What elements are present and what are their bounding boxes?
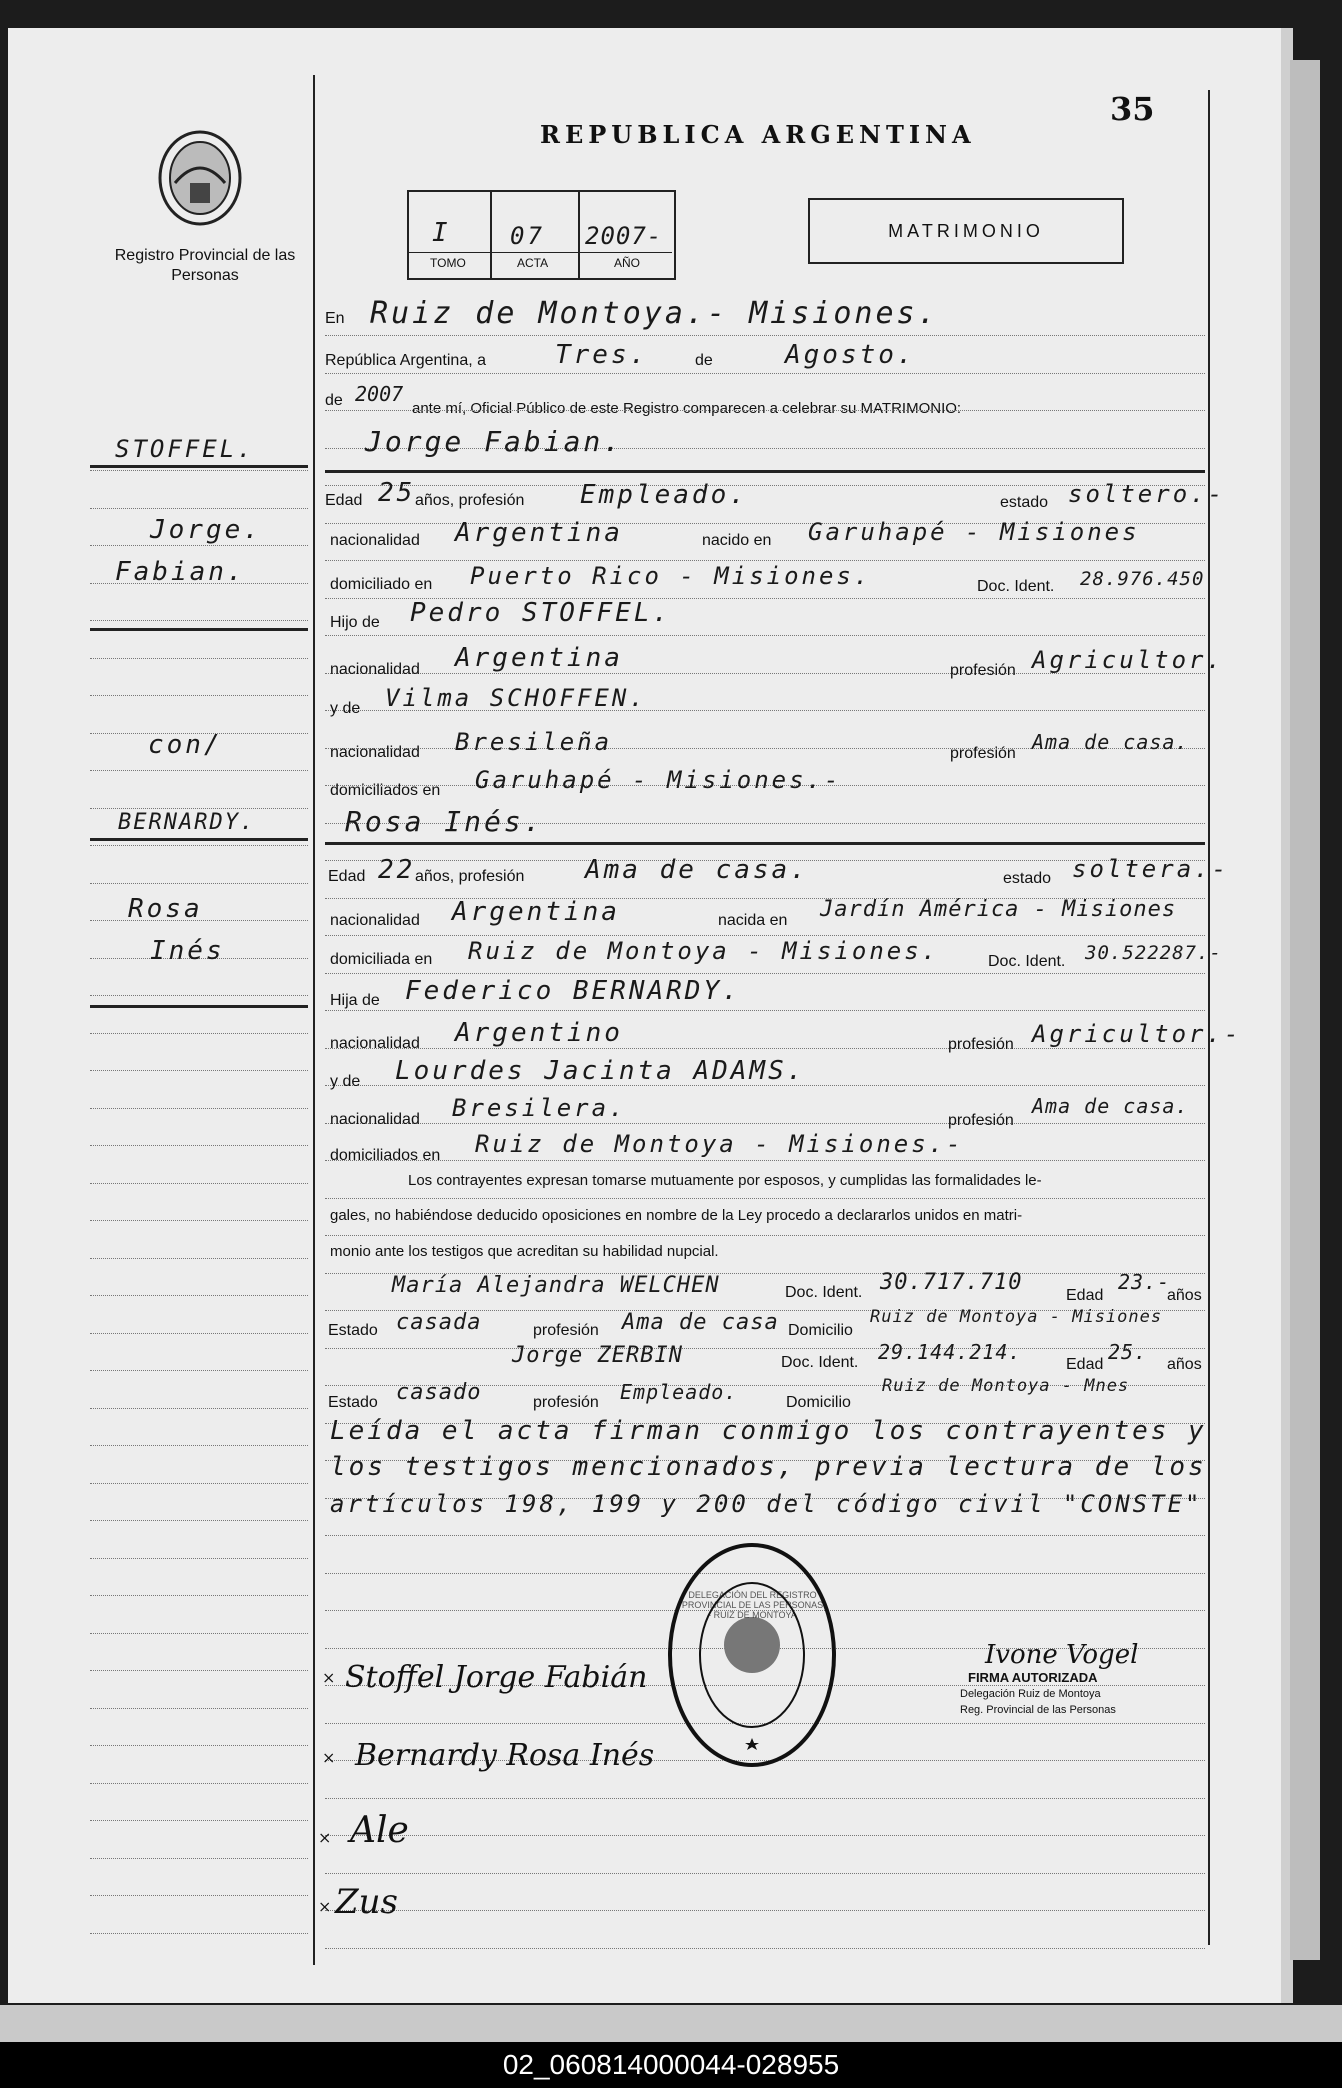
margin-separator xyxy=(90,838,308,841)
body-rule xyxy=(325,1198,1205,1199)
margin-con: con/ xyxy=(148,730,223,760)
groom-pdom-label: domiciliados en xyxy=(330,782,441,799)
de-label: de xyxy=(695,352,713,369)
declaration-line-2: gales, no habiéndose deducido oposiciones en nombre de la Ley procedo a declararlos unidos en matri- xyxy=(330,1207,1023,1224)
record-divider xyxy=(409,252,672,253)
margin-rule xyxy=(90,658,308,659)
registry-name: Registro Provincial de las Personas xyxy=(114,247,296,284)
witness2-dom-label: Domicilio xyxy=(786,1394,851,1411)
scan-bottom-strip xyxy=(0,2005,1342,2042)
witness1-dom-label: Domicilio xyxy=(788,1322,853,1339)
page-title: REPUBLICA ARGENTINA xyxy=(540,120,976,149)
witness2-age: 25. xyxy=(1108,1340,1148,1364)
margin-rule xyxy=(90,770,308,771)
groom-mother-prof: Ama de casa. xyxy=(1032,730,1189,754)
declaration-line-1: Los contrayentes expresan tomarse mutuamente por esposos, y cumplidas las formalidades le- xyxy=(408,1172,1042,1189)
margin-rule xyxy=(90,508,308,509)
margin-rule xyxy=(90,1745,308,1746)
margin-rule xyxy=(90,1033,308,1034)
signature-witness-1: Ale xyxy=(350,1810,409,1851)
margin-divider xyxy=(313,75,315,1965)
official-name: Ivone Vogel xyxy=(985,1640,1139,1670)
witness2-doc-label: Doc. Ident. xyxy=(781,1354,859,1371)
notes-line-3: artículos 198, 199 y 200 del código civil "CONSTE" xyxy=(330,1490,1203,1518)
body-rule xyxy=(325,1348,1205,1349)
margin-separator xyxy=(90,1005,308,1008)
groom-doc-label: Doc. Ident. xyxy=(977,578,1055,595)
margin-rule xyxy=(90,1933,308,1934)
witness2-profession: Empleado. xyxy=(620,1380,738,1404)
groom-dom-label: domiciliado en xyxy=(330,576,433,593)
body-rule xyxy=(325,1910,1205,1911)
witness1-name: María Alejandra WELCHEN xyxy=(392,1273,720,1298)
margin-rule xyxy=(90,1070,308,1071)
margin-surname-2: BERNARDY. xyxy=(118,810,256,835)
margin-rule xyxy=(90,1408,308,1409)
section-separator xyxy=(325,470,1205,473)
margin-separator xyxy=(90,628,308,631)
margin-rule xyxy=(90,1633,308,1634)
witness2-edad-label: Edad xyxy=(1066,1356,1104,1373)
sig-marker: × xyxy=(322,1668,336,1687)
groom-father-prof: Agricultor. xyxy=(1032,646,1224,674)
body-rule xyxy=(325,1235,1205,1236)
margin-rule xyxy=(90,1670,308,1671)
witness1-doc-label: Doc. Ident. xyxy=(785,1284,863,1301)
margin-rule xyxy=(90,1295,308,1296)
margin-rule xyxy=(90,1595,308,1596)
groom-edad-label: Edad xyxy=(325,492,363,509)
body-rule xyxy=(325,1835,1205,1836)
groom-fprof-label: profesión xyxy=(950,662,1016,679)
witness1-prof-label: profesión xyxy=(533,1322,599,1339)
witness1-edad-label: Edad xyxy=(1066,1287,1104,1304)
margin-rule xyxy=(90,1895,308,1896)
groom-age: 25 xyxy=(378,478,416,508)
signature-bride: Bernardy Rosa Inés xyxy=(355,1738,655,1773)
groom-yde-label: y de xyxy=(330,700,361,717)
official-title: FIRMA AUTORIZADA xyxy=(968,1670,1098,1685)
body-rule xyxy=(325,410,1205,411)
margin-rule xyxy=(90,1333,308,1334)
groom-mprof-label: profesión xyxy=(950,745,1016,762)
bride-parents-dom: Ruiz de Montoya - Misiones.- xyxy=(475,1130,964,1158)
witness1-doc: 30.717.710 xyxy=(880,1270,1023,1295)
bride-edad-label: Edad xyxy=(328,868,366,885)
groom-nacido-label: nacido en xyxy=(702,532,772,549)
witness2-domicile: Ruiz de Montoya - Mnes xyxy=(882,1376,1130,1396)
body-rule xyxy=(325,973,1205,974)
witness1-age: 23.- xyxy=(1118,1270,1171,1294)
groom-estado-label: estado xyxy=(1000,494,1049,511)
margin-rule xyxy=(90,1370,308,1371)
margin-rule xyxy=(90,995,308,996)
bride-nac-label: nacionalidad xyxy=(330,912,420,929)
margin-rule xyxy=(90,1558,308,1559)
bride-fnac-label: nacionalidad xyxy=(330,1035,420,1052)
bride-nacida-label: nacida en xyxy=(718,912,788,929)
sig-marker: × xyxy=(318,1828,332,1847)
groom-mnac-label: nacionalidad xyxy=(330,744,420,761)
signature-groom: Stoffel Jorge Fabián xyxy=(345,1660,648,1695)
bride-hija-label: Hija de xyxy=(330,992,380,1009)
signature-witness-2: Zus xyxy=(335,1882,398,1922)
registry-emblem xyxy=(155,128,245,228)
bride-mprof-label: profesión xyxy=(948,1112,1014,1129)
body-rule xyxy=(325,935,1205,936)
bride-father: Federico BERNARDY. xyxy=(405,976,741,1006)
body-rule xyxy=(325,1160,1205,1161)
margin-separator xyxy=(90,465,308,468)
bride-estado-label: estado xyxy=(1003,870,1052,887)
margin-surname-1: STOFFEL. xyxy=(115,435,255,463)
margin-rule xyxy=(90,1520,308,1521)
bride-name: Rosa Inés. xyxy=(345,805,544,838)
bride-fprof-label: profesión xyxy=(948,1036,1014,1053)
groom-domicile: Puerto Rico - Misiones. xyxy=(470,562,872,590)
margin-rule xyxy=(90,545,308,546)
bride-mother-prof: Ama de casa. xyxy=(1032,1094,1189,1118)
margin-given-2a: Rosa xyxy=(128,894,203,924)
bride-mother: Lourdes Jacinta ADAMS. xyxy=(395,1056,806,1086)
bride-doc-label: Doc. Ident. xyxy=(988,953,1066,970)
bride-anos-label: años, profesión xyxy=(415,868,525,885)
body-rule xyxy=(325,560,1205,561)
margin-rule xyxy=(90,695,308,696)
margin-given-1a: Jorge. xyxy=(150,515,262,545)
witness1-anos: años xyxy=(1167,1287,1202,1304)
acta-value: 07 xyxy=(510,222,545,250)
groom-mother: Vilma SCHOFFEN. xyxy=(385,684,647,712)
bride-age: 22 xyxy=(378,855,416,885)
margin-rule xyxy=(90,1183,308,1184)
en-label: En xyxy=(325,310,345,327)
groom-nac-label: nacionalidad xyxy=(330,532,420,549)
official-seal xyxy=(665,1540,840,1770)
groom-parents-dom: Garuhapé - Misiones.- xyxy=(475,766,842,794)
groom-profession: Empleado. xyxy=(580,480,748,510)
bride-domicile: Ruiz de Montoya - Misiones. xyxy=(468,937,940,965)
intro-text: ante mí, Oficial Público de este Registro comparecen a celebrar su MATRIMONIO: xyxy=(412,400,962,417)
groom-doc: 28.976.450 xyxy=(1080,568,1205,590)
groom-mother-nat: Bresileña xyxy=(455,728,613,756)
bride-pdom-label: domiciliados en xyxy=(330,1147,441,1164)
sig-marker: × xyxy=(318,1897,332,1916)
margin-rule xyxy=(90,1820,308,1821)
witness1-estado-label: Estado xyxy=(328,1322,378,1339)
date-year: 2007 xyxy=(355,382,404,406)
body-rule xyxy=(325,635,1205,636)
bride-father-prof: Agricultor.- xyxy=(1032,1020,1242,1048)
tomo-value: I xyxy=(432,218,451,248)
bride-yde-label: y de xyxy=(330,1073,361,1090)
date-month: Agosto. xyxy=(785,340,916,370)
notes-line-1: Leída el acta firman conmigo los contrayentes y xyxy=(330,1416,1207,1446)
groom-nationality: Argentina xyxy=(455,518,623,548)
body-rule xyxy=(325,1123,1205,1124)
margin-rule xyxy=(90,1445,308,1446)
margin-rule xyxy=(90,845,308,846)
right-border xyxy=(1208,90,1210,1945)
witness1-estado: casada xyxy=(396,1310,482,1335)
date-day: Tres. xyxy=(555,340,649,370)
margin-rule xyxy=(90,808,308,809)
ano-value: 2007- xyxy=(585,222,663,250)
bride-mother-nat: Bresilera. xyxy=(452,1094,627,1122)
body-rule xyxy=(325,1873,1205,1874)
witness2-prof-label: profesión xyxy=(533,1394,599,1411)
margin-rule xyxy=(90,883,308,884)
official-line-3: Reg. Provincial de las Personas xyxy=(960,1704,1116,1716)
record-divider xyxy=(578,192,580,278)
witness1-profession: Ama de casa xyxy=(622,1310,779,1335)
margin-rule xyxy=(90,1708,308,1709)
margin-rule xyxy=(90,620,308,621)
tomo-label: TOMO xyxy=(430,256,466,270)
groom-anos-label: años, profesión xyxy=(415,492,525,509)
witness2-name: Jorge ZERBIN xyxy=(512,1343,683,1368)
margin-rule xyxy=(90,1258,308,1259)
declaration-line-3: monio ante los testigos que acreditan su habilidad nupcial. xyxy=(330,1243,719,1260)
notes-line-2: los testigos mencionados, previa lectura de los xyxy=(330,1452,1207,1482)
acta-label: ACTA xyxy=(517,256,549,270)
body-rule xyxy=(325,373,1205,374)
witness2-doc: 29.144.214. xyxy=(878,1340,1022,1364)
bride-dom-label: domiciliada en xyxy=(330,951,433,968)
bride-doc: 30.522287.- xyxy=(1085,942,1222,964)
margin-given-1b: Fabian. xyxy=(115,557,246,587)
margin-rule xyxy=(90,1220,308,1221)
margin-rule xyxy=(90,1858,308,1859)
body-rule xyxy=(325,1010,1205,1011)
margin-given-2b: Inés xyxy=(150,936,225,966)
groom-hijo-label: Hijo de xyxy=(330,614,380,631)
record-divider xyxy=(490,192,492,278)
witness1-domicile: Ruiz de Montoya - Misiones xyxy=(870,1307,1163,1327)
rep-label: República Argentina, a xyxy=(325,352,486,369)
groom-father-nat: Argentina xyxy=(455,643,623,673)
body-rule xyxy=(325,335,1205,336)
body-rule xyxy=(325,1048,1205,1049)
ano-label: AÑO xyxy=(614,256,641,270)
body-rule xyxy=(325,1798,1205,1799)
sig-marker: × xyxy=(322,1748,336,1767)
groom-birthplace: Garuhapé - Misiones xyxy=(808,518,1140,546)
bride-mnac-label: nacionalidad xyxy=(330,1111,420,1128)
bride-estado: soltera.- xyxy=(1072,855,1230,883)
official-line-2: Delegación Ruiz de Montoya xyxy=(960,1688,1101,1700)
witness2-estado-label: Estado xyxy=(328,1394,378,1411)
margin-rule xyxy=(90,1145,308,1146)
groom-fnac-label: nacionalidad xyxy=(330,661,420,678)
place-value: Ruiz de Montoya.- Misiones. xyxy=(370,296,939,331)
witness2-anos: años xyxy=(1167,1356,1202,1373)
bride-birthplace: Jardín América - Misiones xyxy=(820,897,1177,922)
doc-type-box: MATRIMONIO xyxy=(808,198,1124,264)
seal-text: DELEGACIÓN DEL REGISTRO PROVINCIAL DE LAS PERSONAS - RUIZ DE MONTOYA xyxy=(681,1590,824,1620)
body-rule xyxy=(325,1948,1205,1949)
groom-name: Jorge Fabian. xyxy=(365,425,624,458)
bride-father-nat: Argentino xyxy=(455,1018,623,1048)
body-rule xyxy=(325,1535,1205,1536)
footer-code: 02_060814000044-028955 xyxy=(0,2042,1342,2088)
page-edge xyxy=(1290,60,1320,1960)
section-separator xyxy=(325,842,1205,845)
witness2-estado: casado xyxy=(396,1380,482,1405)
de2-label: de xyxy=(325,392,343,409)
bride-nationality: Argentina xyxy=(452,897,620,927)
page-number: 35 xyxy=(1110,90,1155,128)
margin-rule xyxy=(90,1483,308,1484)
margin-rule xyxy=(90,470,308,471)
groom-father: Pedro STOFFEL. xyxy=(410,598,672,628)
groom-estado: soltero.- xyxy=(1068,480,1226,508)
margin-rule xyxy=(90,1108,308,1109)
bride-profession: Ama de casa. xyxy=(585,855,809,885)
margin-rule xyxy=(90,1783,308,1784)
